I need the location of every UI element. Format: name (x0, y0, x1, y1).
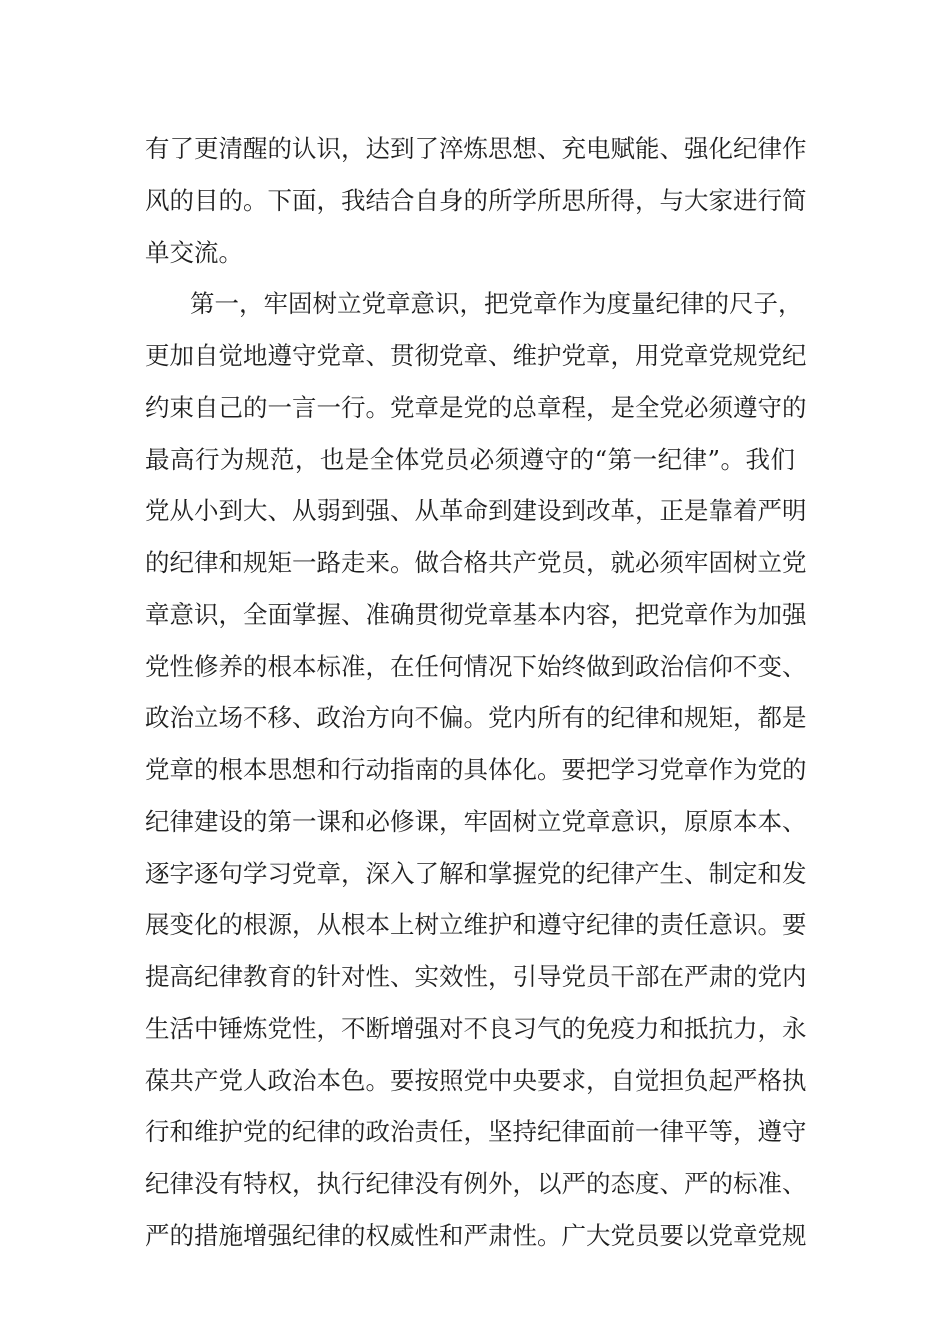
text-line: 葆共产党人政治本色。要按照党中央要求，自觉担负起严格执 (145, 1066, 807, 1095)
text-line: 章意识，全面掌握、准确贯彻党章基本内容，把党章作为加强 (145, 600, 807, 629)
text-line: 展变化的根源，从根本上树立维护和遵守纪律的责任意识。要 (145, 910, 807, 939)
text-line: 政治立场不移、政治方向不偏。党内所有的纪律和规矩，都是 (145, 703, 807, 732)
text-line: 单交流。 (145, 238, 243, 267)
text-line: 风的目的。下面，我结合自身的所学所思所得，与大家进行简 (145, 186, 807, 215)
text-line: 生活中锤炼党性，不断增强对不良习气的免疫力和抵抗力，永 (145, 1014, 807, 1043)
text-line: 严的措施增强纪律的权威性和严肃性。广大党员要以党章党规 (145, 1221, 807, 1250)
text-line: 党章的根本思想和行动指南的具体化。要把学习党章作为党的 (145, 755, 807, 784)
text-line: 的纪律和规矩一路走来。做合格共产党员，就必须牢固树立党 (145, 548, 807, 577)
text-line: 党从小到大、从弱到强、从革命到建设到改革，正是靠着严明 (145, 496, 807, 525)
text-line: 第一，牢固树立党章意识，把党章作为度量纪律的尺子， (190, 289, 803, 318)
text-line: 纪律没有特权，执行纪律没有例外，以严的态度、严的标准、 (145, 1169, 807, 1198)
text-line: 更加自觉地遵守党章、贯彻党章、维护党章，用党章党规党纪 (145, 341, 807, 370)
text-line: 党性修养的根本标准，在任何情况下始终做到政治信仰不变、 (145, 652, 807, 681)
text-line: 约束自己的一言一行。党章是党的总章程，是全党必须遵守的 (145, 393, 807, 422)
text-line: 纪律建设的第一课和必修课，牢固树立党章意识，原原本本、 (145, 807, 807, 836)
text-line: 行和维护党的纪律的政治责任，坚持纪律面前一律平等，遵守 (145, 1117, 807, 1146)
text-line: 有了更清醒的认识，达到了淬炼思想、充电赋能、强化纪律作 (145, 134, 807, 163)
text-line: 提高纪律教育的针对性、实效性，引导党员干部在严肃的党内 (145, 962, 807, 991)
text-line: 逐字逐句学习党章，深入了解和掌握党的纪律产生、制定和发 (145, 859, 807, 888)
text-line: 最高行为规范，也是全体党员必须遵守的“第一纪律”。我们 (145, 445, 795, 474)
